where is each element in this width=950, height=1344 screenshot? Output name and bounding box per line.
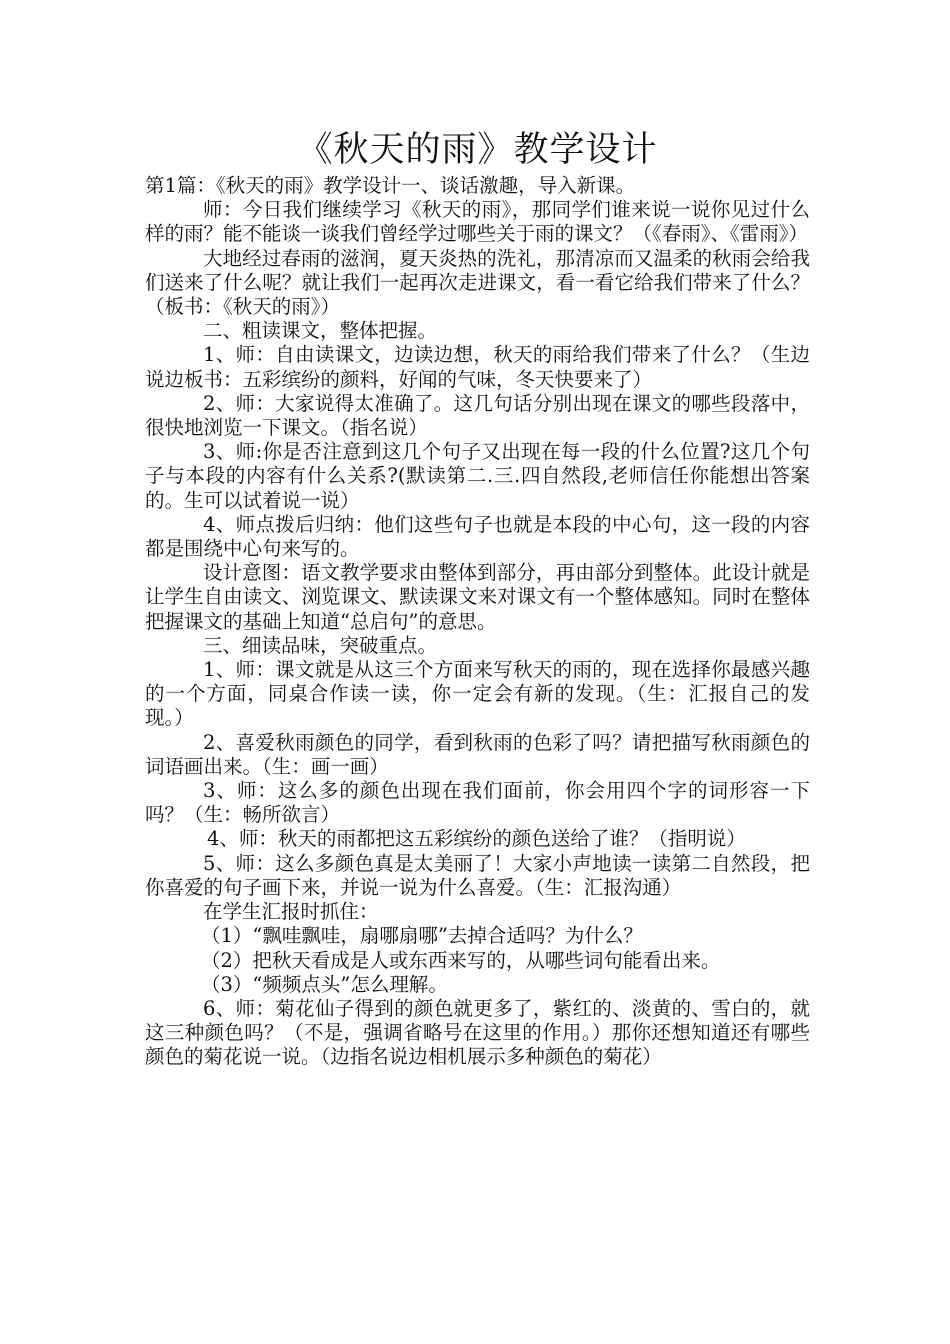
paragraph: 师：今日我们继续学习《秋天的雨》，那同学们谁来说一说你见过什么样的雨？能不能谈一谈我们曾经学过哪些关于雨的课文？（《春雨》、《雷雨》） [145, 198, 810, 246]
paragraph-heading-1: 第1篇：《秋天的雨》教学设计一、谈话激趣，导入新课。 [145, 174, 636, 197]
paragraph: 6、师：菊花仙子得到的颜色就更多了，紫红的、淡黄的、雪白的，就这三种颜色吗？（不是，强调省略号在这里的作用。）那你还想知道还有哪些颜色的菊花说一说。（边指名说边相机展示多种颜色的菊花） [145, 996, 810, 1069]
list-item: （3）“频频点头”怎么理解。 [201, 972, 448, 996]
document-title: 《秋天的雨》教学设计 [297, 130, 658, 170]
document-body [145, 174, 810, 1070]
paragraph: 大地经过春雨的滋润，夏天炎热的洗礼，那清凉而又温柔的秋雨会给我们送来了什么呢？就让我们一起再次走进课文，看一看它给我们带来了什么？（板书：《秋天的雨》） [145, 246, 810, 319]
design-intent-paragraph: 设计意图：语文教学要求由整体到部分，再由部分到整体。此设计就是让学生自由读文、浏览课文、默读课文来对课文有一个整体感知。同时在整体把握课文的基础上知道“总启句”的意思。 [145, 561, 810, 633]
paragraph: 2、喜爱秋雨颜色的同学，看到秋雨的色彩了吗？请把描写秋雨颜色的词语画出来。（生：画一画） [145, 730, 810, 778]
paragraph: 1、师：自由读课文，边读边想，秋天的雨给我们带来了什么？（生边说边板书：五彩缤纷的颜料，好闻的气味，冬天快要来了） [145, 343, 810, 391]
paragraph: 5、师：这么多颜色真是太美丽了！大家小声地读一读第二自然段，把你喜爱的句子画下来，并说一说为什么喜爱。（生：汇报沟通） [145, 851, 810, 899]
list-item: （1）“飘哇飘哇，扇哪扇哪”去掉合适吗？为什么？ [201, 924, 643, 948]
paragraph: 2、师：大家说得太准确了。这几句话分别出现在课文的哪些段落中，很快地浏览一下课文。（指名说） [145, 391, 810, 440]
paragraph: 4、师：秋天的雨都把这五彩缤纷的颜色送给了谁？（指明说） [207, 827, 746, 851]
paragraph: 3、师：这么多的颜色出现在我们面前，你会用四个字的词形容一下吗？（生：畅所欲言） [145, 779, 810, 827]
section-heading: 二、粗读课文，整体把握。 [203, 319, 438, 343]
paragraph: 1、师：课文就是从这三个方面来写秋天的雨的，现在选择你最感兴趣的一个方面，同桌合作读一读，你一定会有新的发现。（生：汇报自己的发现。） [145, 658, 810, 730]
paragraph: 在学生汇报时抓住： [203, 900, 379, 924]
paragraph: 4、师点拨后归纳：他们这些句子也就是本段的中心句，这一段的内容都是围绕中心句来写的。 [145, 512, 810, 561]
document-page [145, 126, 810, 1070]
list-item: （2）把秋天看成是人或东西来写的，从哪些词句能看出来。 [201, 948, 721, 972]
section-heading: 三、细读品味，突破重点。 [203, 633, 438, 657]
paragraph: 3、师:你是否注意到这几个句子又出现在每一段的什么位置?这几个句子与本段的内容有什么关系?(默读第二.三.四自然段,老师信任你能想出答案的。生可以试着说一说） [145, 440, 810, 512]
